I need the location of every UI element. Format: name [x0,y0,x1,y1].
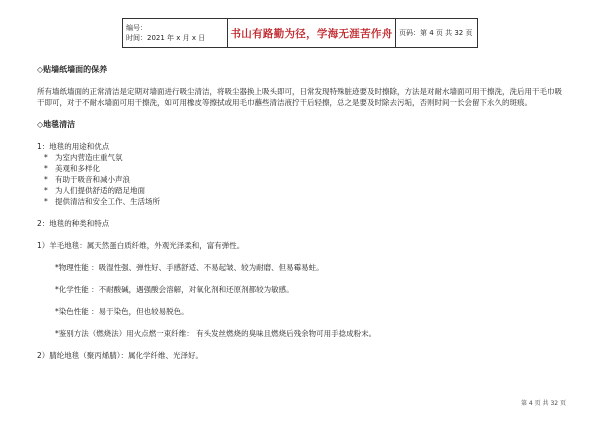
header-slogan: 书山有路勤为径，学海无涯苦作舟 [228,19,396,47]
star-bullet: * [44,186,48,195]
wallpaper-paragraph: 所有墙纸墙面的正常清洁是定期对墙面进行吸尘清洁，将吸尘器换上吸头即可，日常发现特殊脏迹要及时擦除，方法是对耐水墙面可用干擦洗，洗后用干毛巾吸干即可，对于不耐水墙面可用干擦洗，如可用橡皮等擦拭或用毛巾蘸些清洁液拧干后轻擦，总之是要及时除去污垢，否则时间一长会留下永久的斑痕。 [37,87,562,107]
document-body [37,64,567,361]
wool-dye: *染色性能 ：易于染色，但也较易脱色。 [55,307,189,316]
header-meta [123,19,228,47]
list-item: * 美观和多样化 [44,164,100,173]
carpet-types-title: 2：地毯的种类和特点 [37,219,110,228]
list-item: * 为人们提供舒适的踏足地面 [44,186,145,195]
section-title-wallpaper: ◇贴墙纸墙面的保养 [37,65,108,74]
wool-carpet-title: 1）羊毛地毯：属天然蛋白质纤维，外观光泽柔和，富有弹性。 [37,241,245,250]
header-page: 页码：第 4 页 共 32 页 [399,29,473,37]
star-bullet: * [44,153,48,162]
header-number: 编号： [126,24,147,32]
list-item: * 为室内营造庄重气氛 [44,153,123,162]
wool-physical: *物理性能 ：吸湿性强、弹性好、手感舒适、不易起皱、较为耐磨、但易霉易蛀。 [55,263,324,272]
page-footer: 第 4 页 共 32 页 [521,400,566,407]
star-bullet: * [44,164,48,173]
list-item: * 有助于吸音和减小声浪 [44,175,130,184]
section-title-carpet: ◇地毯清洁 [37,120,76,129]
star-bullet: * [44,175,48,184]
acrylic-carpet-title: 2）腈纶地毯（聚丙烯腈）：属化学纤维、光泽好。 [37,351,204,360]
carpet-uses-title: 1：地毯的用途和优点 [37,142,110,151]
wool-chemical: *化学性能 ：不耐酸碱，遇强酸会溶解，对氧化剂和还原剂都较为敏感。 [55,285,294,294]
star-bullet: * [44,197,48,206]
page-header [122,18,478,48]
carpet-uses-list [37,152,567,207]
wool-identify: *鉴别方法（燃烧法）用火点燃一束纤维： 有头发丝燃烧的臭味且燃烧后残余物可用手捻成粉末。 [55,329,377,338]
list-item: * 提供清洁和安全工作、生活场所 [44,197,160,206]
header-time: 时间：2021 年 x 月 x 日 [126,34,206,42]
